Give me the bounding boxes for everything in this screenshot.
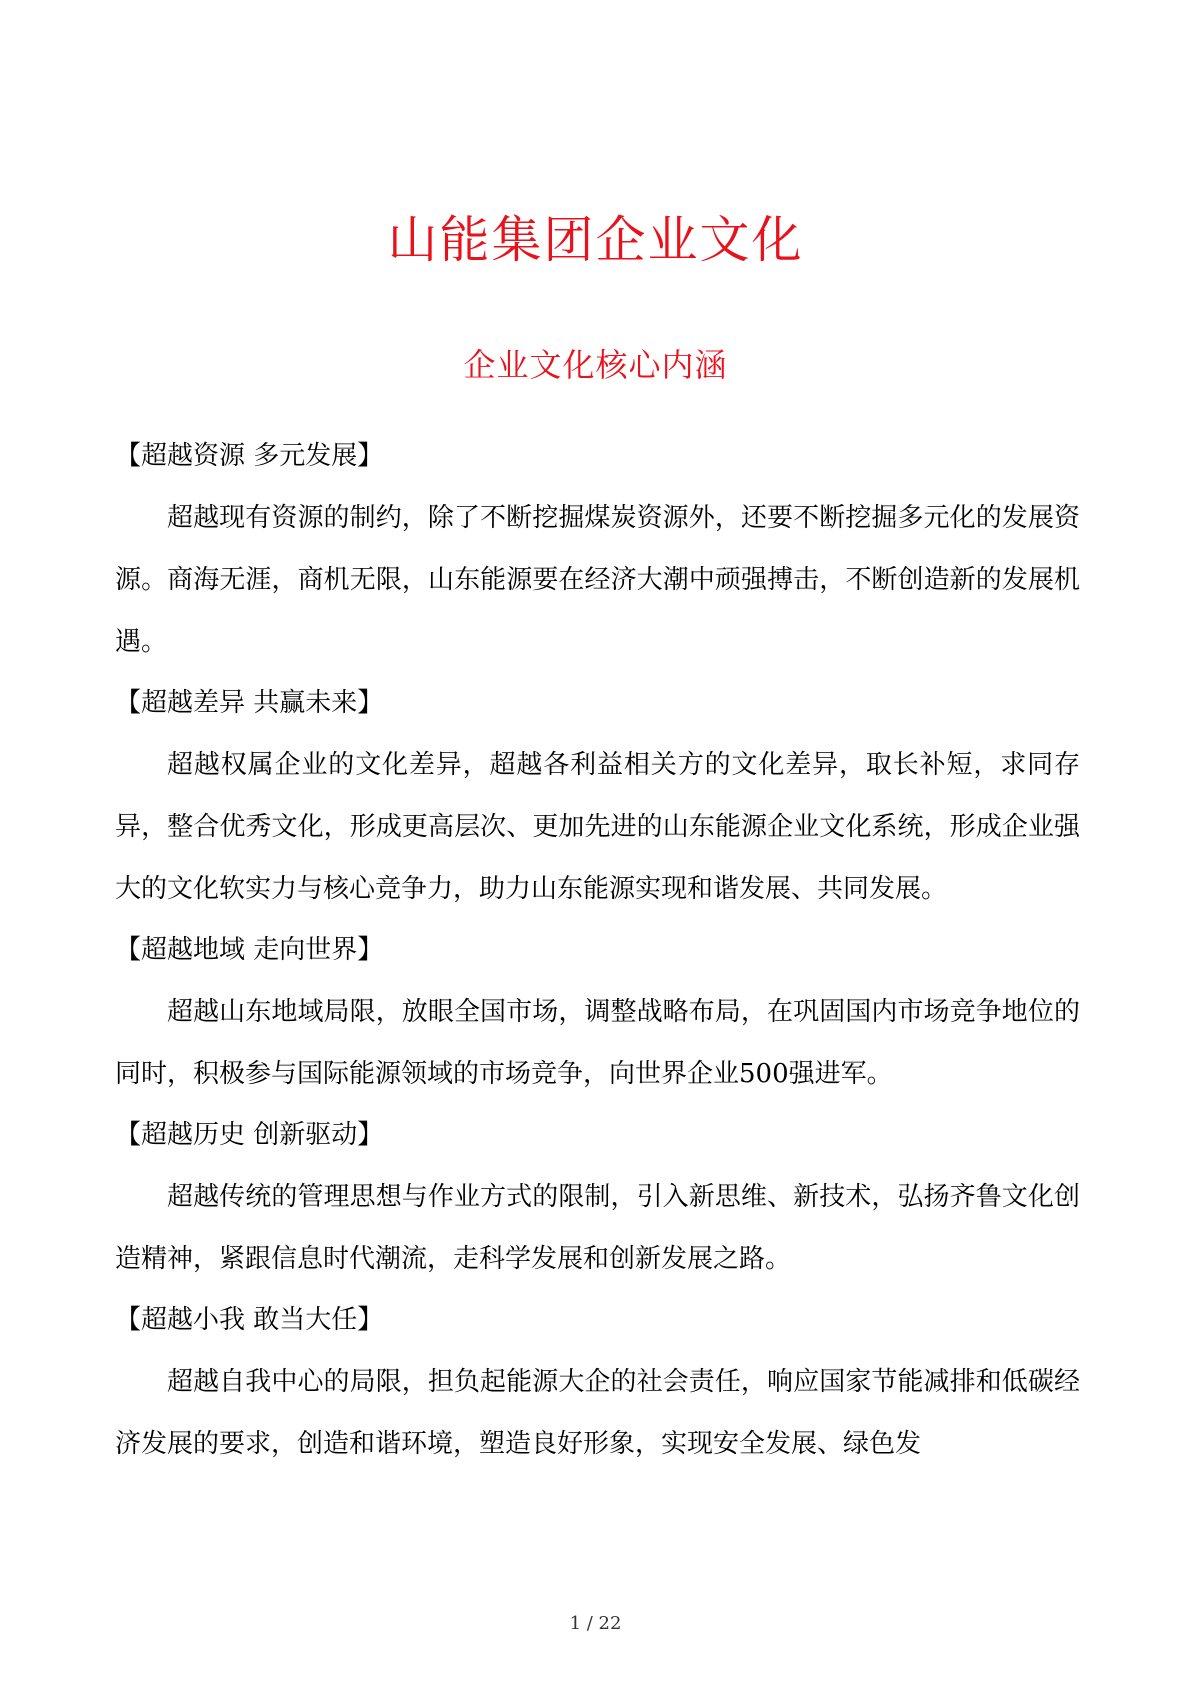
page-number: 1 / 22 — [569, 1613, 622, 1634]
section-paragraph: 超越权属企业的文化差异，超越各利益相关方的文化差异，取长补短，求同存异，整合优秀文化，形成更高层次、更加先进的山东能源企业文化系统，形成企业强大的文化软实力与核心竞争力，助力山东能源实现和谐发展、共同发展。 — [115, 750, 1080, 904]
section-paragraph: 超越山东地域局限，放眼全国市场，调整战略布局，在巩固国内市场竞争地位的同时，积极参与国际能源领域的市场竞争，向世界企业500强进军。 — [115, 997, 1080, 1089]
section-heading: 【超越差异 共赢未来】 — [115, 688, 384, 718]
section-heading: 【超越小我 敢当大任】 — [115, 1305, 384, 1335]
section-paragraph: 超越传统的管理思想与作业方式的限制，引入新思维、新技术，弘扬齐鲁文化创造精神，紧跟信息时代潮流，走科学发展和创新发展之路。 — [115, 1182, 1080, 1274]
section-heading: 【超越历史 创新驱动】 — [115, 1120, 384, 1150]
document-title: 山能集团企业文化 — [387, 211, 804, 269]
section-paragraph: 超越现有资源的制约，除了不断挖掘煤炭资源外，还要不断挖掘多元化的发展资源。商海无涯，商机无限，山东能源要在经济大潮中顽强搏击，不断创造新的发展机遇。 — [115, 503, 1080, 657]
document-body — [115, 440, 1080, 1489]
document-subtitle: 企业文化核心内涵 — [463, 346, 728, 384]
section-paragraph: 超越自我中心的局限，担负起能源大企的社会责任，响应国家节能减排和低碳经济发展的要求，创造和谐环境，塑造良好形象，实现安全发展、绿色发 — [115, 1367, 1080, 1459]
section-heading: 【超越资源 多元发展】 — [115, 441, 384, 471]
section-heading: 【超越地域 走向世界】 — [115, 935, 384, 965]
